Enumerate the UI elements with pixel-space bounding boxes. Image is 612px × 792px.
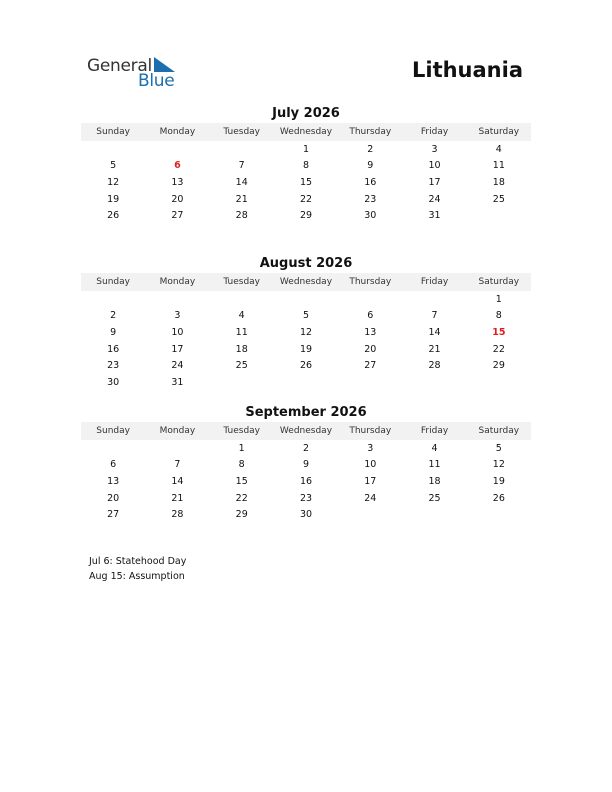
day-cell: 29: [492, 360, 505, 372]
day-cell: 19: [107, 193, 120, 205]
weekday-header: Friday: [420, 127, 449, 137]
weekday-header-row: [81, 273, 531, 291]
day-cell: 16: [364, 176, 377, 188]
day-cell: 25: [235, 360, 248, 372]
day-cell: 2: [367, 143, 374, 155]
month-block-july: [81, 105, 531, 224]
week-row: [81, 440, 531, 457]
weekday-header: Tuesday: [223, 127, 261, 137]
day-cell: 23: [299, 492, 313, 504]
day-cell: 22: [492, 343, 505, 355]
day-cell: 4: [495, 143, 502, 155]
day-cell: 22: [299, 193, 313, 205]
holiday-day-cell: 6: [174, 160, 181, 172]
week-row: [81, 174, 531, 191]
brand-word-general: General: [87, 56, 152, 76]
day-cell: 17: [171, 343, 184, 355]
day-cell: 25: [428, 492, 441, 504]
day-cell: 20: [171, 193, 184, 205]
day-cell: 9: [110, 326, 117, 338]
day-cell: 3: [174, 310, 181, 322]
day-cell: 13: [364, 326, 377, 338]
day-cell: 6: [110, 459, 117, 471]
weekday-header: Thursday: [349, 277, 392, 287]
day-cell: 31: [428, 210, 441, 222]
day-cell: 30: [107, 376, 120, 388]
weekday-header: Wednesday: [279, 277, 333, 287]
weekday-header: Sunday: [96, 277, 130, 287]
weekday-header: Friday: [420, 426, 449, 436]
holiday-notes: [89, 555, 186, 584]
day-cell: 27: [171, 210, 184, 222]
day-cell: 10: [171, 326, 184, 338]
day-cell: 29: [235, 509, 248, 521]
day-cell: 21: [428, 343, 441, 355]
day-cell: 31: [171, 376, 184, 388]
day-cell: 27: [364, 360, 377, 372]
week-row: [81, 191, 531, 208]
weekday-header: Monday: [159, 426, 196, 436]
day-cell: 2: [110, 310, 117, 322]
weekday-header: Thursday: [349, 127, 392, 137]
day-cell: 19: [492, 475, 505, 487]
brand-logo: [87, 56, 187, 92]
day-cell: 2: [302, 442, 309, 454]
day-cell: 21: [235, 193, 248, 205]
day-cell: 11: [428, 459, 441, 471]
month-title: September 2026: [245, 405, 367, 420]
day-cell: 18: [492, 176, 505, 188]
weekday-header: Monday: [159, 277, 196, 287]
week-row: [81, 308, 531, 325]
weekday-header: Saturday: [478, 277, 520, 287]
day-cell: 18: [428, 475, 441, 487]
day-cell: 1: [495, 293, 502, 305]
day-cell: 24: [171, 360, 184, 372]
day-cell: 9: [302, 459, 309, 471]
holiday-note: Jul 6: Statehood Day: [89, 556, 187, 567]
day-cell: 8: [238, 459, 245, 471]
week-row: [81, 374, 531, 391]
day-cell: 15: [299, 176, 313, 188]
week-row: [81, 291, 531, 308]
day-cell: 19: [299, 343, 313, 355]
week-row: [81, 158, 531, 175]
day-cell: 1: [302, 143, 309, 155]
day-cell: 28: [428, 360, 441, 372]
week-row: [81, 141, 531, 158]
day-cell: 26: [299, 360, 313, 372]
day-cell: 4: [431, 442, 438, 454]
day-cell: 11: [492, 160, 505, 172]
holiday-note: Aug 15: Assumption: [89, 570, 185, 582]
day-cell: 16: [299, 475, 313, 487]
day-cell: 10: [364, 459, 377, 471]
week-row: [81, 506, 531, 523]
day-cell: 21: [171, 492, 184, 504]
day-cell: 25: [492, 193, 505, 205]
day-cell: 12: [492, 459, 505, 471]
day-cell: 8: [302, 160, 309, 172]
day-cell: 1: [238, 442, 245, 454]
day-cell: 27: [107, 509, 120, 521]
day-cell: 20: [107, 492, 120, 504]
week-row: [81, 207, 531, 224]
day-cell: 3: [431, 143, 438, 155]
day-cell: 6: [367, 310, 374, 322]
day-cell: 11: [235, 326, 248, 338]
weekday-header: Saturday: [478, 426, 520, 436]
day-cell: 3: [367, 442, 374, 454]
month-block-september: [81, 404, 531, 523]
weekday-header: Thursday: [349, 426, 392, 436]
day-cell: 7: [238, 160, 245, 172]
week-row: [81, 324, 531, 341]
day-cell: 15: [235, 475, 248, 487]
day-cell: 28: [235, 210, 248, 222]
day-cell: 8: [495, 310, 502, 322]
day-cell: 9: [367, 160, 374, 172]
day-cell: 30: [299, 509, 313, 521]
week-row: [81, 357, 531, 374]
day-cell: 14: [171, 475, 184, 487]
weekday-header: Wednesday: [279, 426, 333, 436]
day-cell: 23: [364, 193, 377, 205]
week-row: [81, 490, 531, 507]
month-title: July 2026: [272, 106, 340, 121]
brand-word-blue: Blue: [138, 71, 175, 91]
month-block-august: [81, 255, 531, 391]
day-cell: 26: [107, 210, 120, 222]
day-cell: 5: [495, 442, 502, 454]
week-row: [81, 341, 531, 358]
day-cell: 20: [364, 343, 377, 355]
day-cell: 17: [364, 475, 377, 487]
month-title: August 2026: [259, 256, 353, 271]
day-cell: 30: [364, 210, 377, 222]
weekday-header-row: [81, 422, 531, 440]
day-cell: 10: [428, 160, 441, 172]
day-cell: 4: [238, 310, 245, 322]
weekday-header: Saturday: [478, 127, 520, 137]
day-cell: 14: [235, 176, 248, 188]
day-cell: 18: [235, 343, 248, 355]
day-cell: 28: [171, 509, 184, 521]
day-cell: 14: [428, 326, 441, 338]
day-cell: 17: [428, 176, 441, 188]
weekday-header: Monday: [159, 127, 196, 137]
weekday-header: Friday: [420, 277, 449, 287]
day-cell: 29: [299, 210, 313, 222]
weekday-header: Tuesday: [223, 426, 261, 436]
weekday-header: Tuesday: [223, 277, 261, 287]
day-cell: 7: [174, 459, 181, 471]
day-cell: 26: [492, 492, 505, 504]
country-title: Lithuania: [411, 58, 523, 82]
day-cell: 24: [364, 492, 377, 504]
day-cell: 13: [171, 176, 184, 188]
holiday-day-cell: 15: [492, 326, 506, 338]
weekday-header: Wednesday: [279, 127, 333, 137]
day-cell: 13: [107, 475, 120, 487]
weekday-header-row: [81, 123, 531, 141]
week-row: [81, 473, 531, 490]
day-cell: 23: [107, 360, 120, 372]
weekday-header: Sunday: [96, 127, 130, 137]
weekday-header: Sunday: [96, 426, 130, 436]
day-cell: 24: [428, 193, 441, 205]
day-cell: 22: [235, 492, 248, 504]
week-row: [81, 457, 531, 474]
day-cell: 5: [302, 310, 309, 322]
day-cell: 16: [107, 343, 120, 355]
day-cell: 12: [299, 326, 313, 338]
day-cell: 12: [107, 176, 120, 188]
day-cell: 5: [110, 160, 117, 172]
day-cell: 7: [431, 310, 438, 322]
